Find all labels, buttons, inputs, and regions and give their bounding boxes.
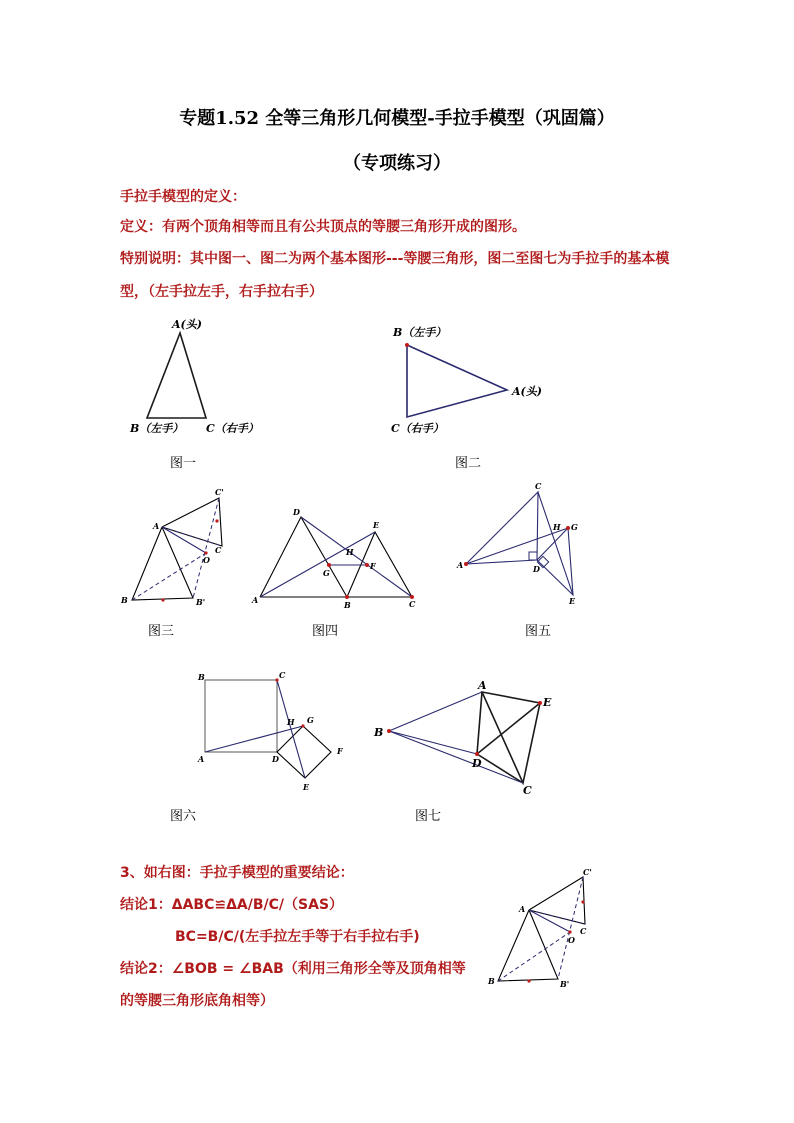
figure-4-diagram bbox=[250, 505, 420, 610]
figure-7-diagram bbox=[370, 680, 560, 800]
fig1-label-b: B（左手） bbox=[130, 422, 184, 435]
svg-text:F: F bbox=[337, 746, 343, 756]
svg-text:H: H bbox=[553, 522, 561, 532]
definition-text: 定义：有两个顶角相等而且有公共顶点的等腰三角形开成的图形。 bbox=[120, 219, 526, 235]
definition-heading: 手拉手模型的定义： bbox=[120, 189, 246, 205]
svg-text:C: C bbox=[523, 784, 532, 797]
svg-text:E: E bbox=[569, 596, 576, 606]
svg-text:B: B bbox=[344, 600, 351, 610]
svg-text:C: C bbox=[535, 481, 542, 491]
svg-text:G: G bbox=[307, 715, 314, 725]
svg-text:E: E bbox=[303, 782, 310, 792]
figure-6-caption: 图六 bbox=[170, 809, 197, 824]
figure-7-caption: 图七 bbox=[415, 809, 442, 824]
conclusion-1-line-2: BC=B/C/(左手拉左手等于右手拉右手) bbox=[175, 929, 420, 945]
svg-text:C': C' bbox=[215, 487, 224, 497]
fig1-label-c: C（右手） bbox=[206, 422, 259, 435]
fig2-label-c: C（右手） bbox=[391, 422, 444, 435]
svg-text:O: O bbox=[568, 935, 575, 945]
svg-text:B: B bbox=[488, 976, 495, 986]
svg-text:B': B' bbox=[560, 979, 570, 989]
conclusion-2-line-1: 结论2：∠BOB = ∠BAB（利用三角形全等及顶角相等 bbox=[120, 961, 466, 977]
svg-text:C: C bbox=[580, 926, 587, 936]
fig2-label-b: B（左手） bbox=[393, 326, 447, 339]
figure-1-diagram bbox=[120, 310, 290, 440]
svg-text:D: D bbox=[533, 564, 540, 574]
svg-text:D: D bbox=[293, 507, 300, 517]
conclusion-1-line-1: 结论1：ΔABC≌ΔA/B/C/（SAS） bbox=[120, 897, 344, 913]
svg-text:G: G bbox=[323, 568, 330, 578]
svg-text:H: H bbox=[346, 547, 354, 557]
svg-text:B: B bbox=[198, 672, 205, 682]
figure-8-diagram bbox=[485, 866, 605, 996]
note-line-1: 特别说明：其中图一、图二为两个基本图形---等腰三角形，图二至图七为手拉手的基本模 bbox=[120, 251, 670, 267]
svg-text:D: D bbox=[472, 757, 482, 770]
svg-text:A: A bbox=[252, 595, 259, 605]
section-3-heading: 3、如右图：手拉手模型的重要结论： bbox=[120, 865, 354, 881]
figure-4-caption: 图四 bbox=[312, 624, 339, 639]
svg-text:A: A bbox=[457, 560, 464, 570]
svg-text:C: C bbox=[409, 599, 416, 609]
svg-text:A: A bbox=[153, 521, 160, 531]
conclusion-2-line-2: 的等腰三角形底角相等） bbox=[120, 993, 274, 1009]
svg-text:E: E bbox=[543, 696, 552, 709]
svg-text:C: C bbox=[279, 670, 286, 680]
svg-text:G: G bbox=[571, 522, 578, 532]
svg-text:B': B' bbox=[196, 597, 206, 607]
figure-2-diagram bbox=[385, 318, 565, 443]
fig2-label-a: A(头) bbox=[512, 385, 542, 398]
svg-text:A: A bbox=[478, 679, 487, 692]
fig1-label-a: A(头) bbox=[172, 318, 202, 331]
page-subtitle: （专项练习） bbox=[343, 153, 451, 174]
svg-text:F: F bbox=[370, 561, 376, 571]
svg-text:A: A bbox=[519, 904, 526, 914]
figure-5-caption: 图五 bbox=[525, 624, 552, 639]
svg-text:C': C' bbox=[583, 867, 592, 877]
figure-3-diagram bbox=[115, 483, 240, 608]
svg-text:H: H bbox=[287, 717, 295, 727]
svg-text:B: B bbox=[374, 726, 384, 739]
figure-5-diagram bbox=[455, 480, 590, 610]
note-line-2: 型，（左手拉左手，右手拉右手） bbox=[120, 284, 323, 300]
page-title: 专题1.52 全等三角形几何模型-手拉手模型（巩固篇） bbox=[179, 108, 615, 129]
svg-text:O: O bbox=[203, 555, 210, 565]
figure-2-caption: 图二 bbox=[455, 456, 482, 471]
svg-text:A: A bbox=[198, 754, 205, 764]
figure-3-caption: 图三 bbox=[148, 624, 175, 639]
figure-1-caption: 图一 bbox=[170, 456, 197, 471]
svg-text:C: C bbox=[215, 545, 222, 555]
figure-6-diagram bbox=[195, 670, 360, 800]
svg-text:E: E bbox=[373, 520, 380, 530]
svg-text:D: D bbox=[272, 754, 279, 764]
svg-text:B: B bbox=[121, 595, 128, 605]
